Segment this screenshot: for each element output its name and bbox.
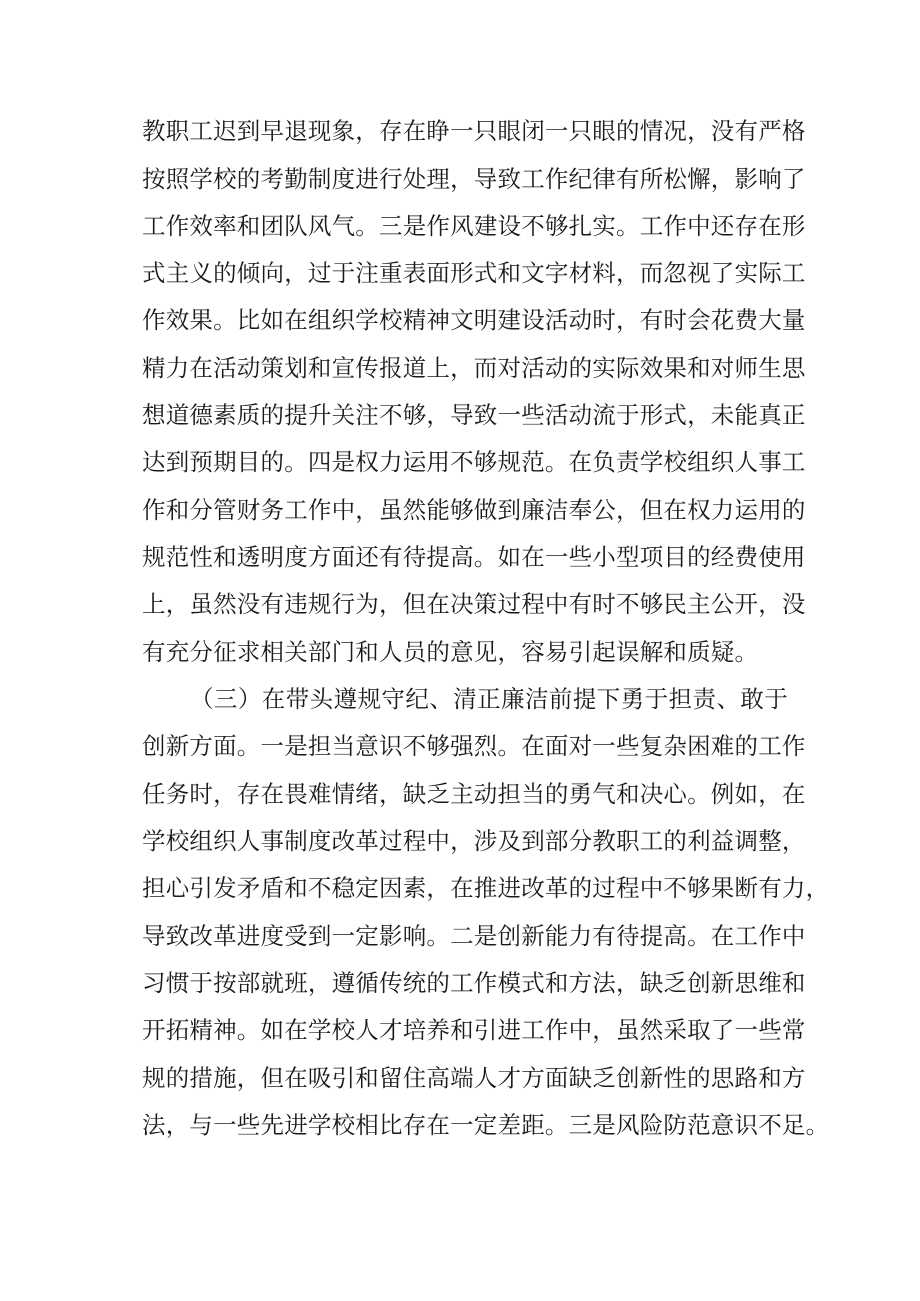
text-line-1: 教职工迟到早退现象，存在睁一只眼闭一只眼的情况，没有严格 <box>142 117 806 145</box>
text-line-14: 创新方面。一是担当意识不够强烈。在面对一些复杂困难的工作 <box>142 732 806 760</box>
text-line-5: 作效果。比如在组织学校精神文明建设活动时，有时会花费大量 <box>142 306 806 334</box>
text-line-15: 任务时，存在畏难情绪，缺乏主动担当的勇气和决心。例如，在 <box>142 780 806 808</box>
text-line-6: 精力在活动策划和宣传报道上，而对活动的实际效果和对师生思 <box>142 354 806 382</box>
text-line-3: 工作效率和团队风气。三是作风建设不够扎实。工作中还存在形 <box>142 212 806 240</box>
text-line-12: 有充分征求相关部门和人员的意见，容易引起误解和质疑。 <box>142 638 759 666</box>
text-line-17: 担心引发矛盾和不稳定因素，在推进改革的过程中不够果断有力， <box>142 874 830 902</box>
text-line-8: 达到预期目的。四是权力运用不够规范。在负责学校组织人事工 <box>142 448 806 476</box>
text-line-2: 按照学校的考勤制度进行处理，导致工作纪律有所松懈，影响了 <box>142 165 806 193</box>
text-line-19: 习惯于按部就班，遵循传统的工作模式和方法，缺乏创新思维和 <box>142 969 806 997</box>
text-line-21: 规的措施，但在吸引和留住高端人才方面缺乏创新性的思路和方 <box>142 1064 806 1092</box>
text-line-18: 导致改革进度受到一定影响。二是创新能力有待提高。在工作中 <box>142 922 806 950</box>
text-line-22: 法，与一些先进学校相比存在一定差距。三是风险防范意识不足。 <box>142 1111 830 1139</box>
section-heading-line: （三）在带头遵规守纪、清正廉洁前提下勇于担责、敢于 <box>190 685 788 713</box>
text-line-7: 想道德素质的提升关注不够，导致一些活动流于形式，未能真正 <box>142 401 806 429</box>
text-line-10: 规范性和透明度方面还有待提高。如在一些小型项目的经费使用 <box>142 543 806 571</box>
text-line-9: 作和分管财务工作中，虽然能够做到廉洁奉公，但在权力运用的 <box>142 496 806 524</box>
text-line-16: 学校组织人事制度改革过程中，涉及到部分教职工的利益调整， <box>142 827 806 855</box>
text-line-20: 开拓精神。如在学校人才培养和引进工作中，虽然采取了一些常 <box>142 1016 806 1044</box>
text-line-4: 式主义的倾向，过于注重表面形式和文字材料，而忽视了实际工 <box>142 259 806 287</box>
text-line-11: 上，虽然没有违规行为，但在决策过程中有时不够民主公开，没 <box>142 590 806 618</box>
